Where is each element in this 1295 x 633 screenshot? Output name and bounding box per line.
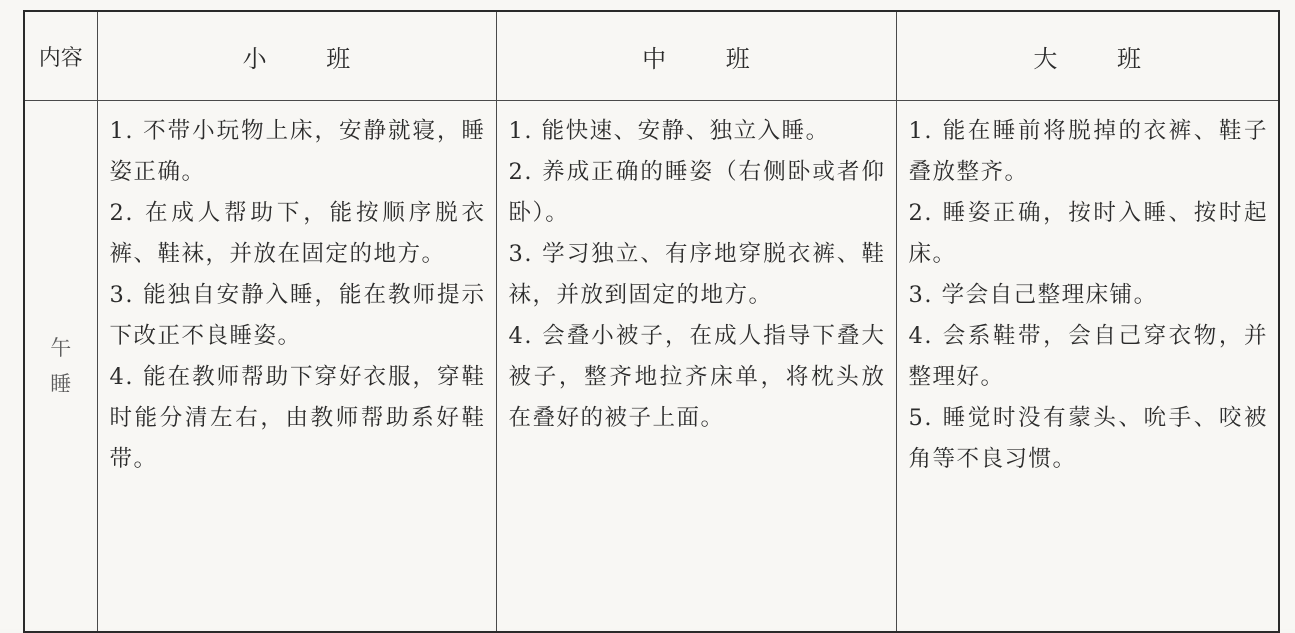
header-small-class: 小 班	[97, 11, 496, 101]
small-class-cell	[97, 101, 496, 633]
header-row	[24, 11, 1279, 101]
middle-class-cell	[496, 101, 896, 633]
row-label-char: 午	[50, 336, 72, 360]
large-class-cell	[896, 101, 1279, 633]
nap-row	[24, 101, 1279, 633]
list-item: 3. 学会自己整理床铺。	[908, 282, 1158, 308]
list-item: 5. 睡觉时没有蒙头、吮手、咬被角等不良习惯。	[908, 405, 1268, 472]
row-label-char: 睡	[50, 372, 72, 396]
header-middle-class: 中 班	[496, 11, 896, 101]
list-item: 1. 能快速、安静、独立入睡。	[508, 118, 830, 144]
list-item: 2. 在成人帮助下，能按顺序脱衣裤、鞋袜，并放在固定的地方。	[109, 200, 486, 267]
list-item: 4. 会系鞋带，会自己穿衣物，并整理好。	[908, 323, 1268, 390]
header-large-class: 大 班	[896, 11, 1279, 101]
header-content-label: 内容	[24, 11, 97, 101]
list-item: 1. 不带小玩物上床，安静就寝，睡姿正确。	[109, 118, 486, 185]
list-item: 3. 学习独立、有序地穿脱衣裤、鞋袜，并放到固定的地方。	[508, 241, 886, 308]
row-label-nap	[24, 101, 97, 633]
list-item: 4. 能在教师帮助下穿好衣服，穿鞋时能分清左右，由教师帮助系好鞋带。	[109, 364, 486, 472]
list-item: 2. 睡姿正确，按时入睡、按时起床。	[908, 200, 1268, 267]
list-item: 3. 能独自安静入睡，能在教师提示下改正不良睡姿。	[109, 282, 486, 349]
list-item: 1. 能在睡前将脱掉的衣裤、鞋子叠放整齐。	[908, 118, 1268, 185]
list-item: 4. 会叠小被子，在成人指导下叠大被子，整齐地拉齐床单，将枕头放在叠好的被子上面。	[508, 323, 886, 431]
list-item: 2. 养成正确的睡姿（右侧卧或者仰卧）。	[508, 159, 886, 226]
nap-requirements-table	[23, 10, 1280, 633]
